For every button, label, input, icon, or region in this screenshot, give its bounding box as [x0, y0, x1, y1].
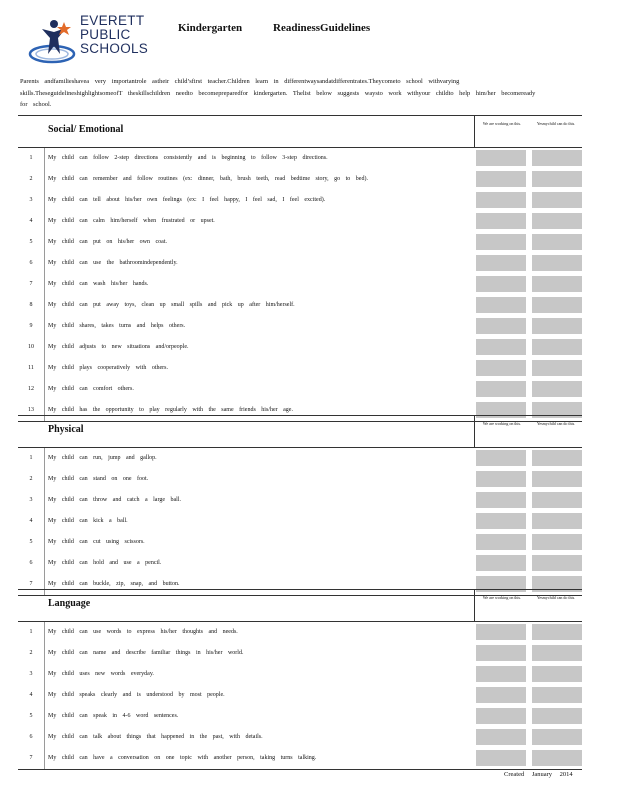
checklist-row	[18, 337, 582, 358]
row-number: 8	[29, 302, 33, 308]
can-do-this-checkbox[interactable]	[532, 471, 582, 487]
everett-public-schools-logo	[28, 14, 168, 74]
checklist-row	[18, 274, 582, 295]
column-header-can-do: Yesmychild can do this.	[536, 121, 576, 126]
row-divider	[44, 727, 45, 748]
row-number: 13	[28, 407, 34, 413]
row-number: 6	[29, 734, 33, 740]
row-statement: My child can use the bathroomindependently.	[48, 260, 178, 266]
working-on-this-checkbox[interactable]	[476, 450, 526, 466]
can-do-this-checkbox[interactable]	[532, 645, 582, 661]
checklist-row	[18, 316, 582, 337]
row-divider	[44, 316, 45, 337]
working-on-this-checkbox[interactable]	[476, 255, 526, 271]
can-do-this-checkbox[interactable]	[532, 729, 582, 745]
working-on-this-checkbox[interactable]	[476, 171, 526, 187]
row-number: 5	[29, 239, 33, 245]
checklist-row	[18, 211, 582, 232]
section-0	[18, 115, 582, 422]
can-do-this-checkbox[interactable]	[532, 708, 582, 724]
section-rows	[18, 447, 582, 595]
can-do-this-checkbox[interactable]	[532, 234, 582, 250]
row-number: 3	[29, 671, 33, 677]
row-number: 2	[29, 476, 33, 482]
can-do-this-checkbox[interactable]	[532, 192, 582, 208]
row-statement: My child can comfort others.	[48, 386, 134, 392]
row-statement: My child can follow 2-step directions consistently and is beginning to follow 3-step directions.	[48, 155, 328, 161]
row-divider	[44, 643, 45, 664]
row-divider	[44, 448, 45, 469]
row-number: 7	[29, 281, 33, 287]
can-do-this-checkbox[interactable]	[532, 381, 582, 397]
working-on-this-checkbox[interactable]	[476, 729, 526, 745]
logo-wordmark	[80, 14, 148, 56]
working-on-this-checkbox[interactable]	[476, 471, 526, 487]
checklist-row	[18, 685, 582, 706]
created-date: Created January 2014	[504, 771, 573, 778]
working-on-this-checkbox[interactable]	[476, 645, 526, 661]
checklist-row	[18, 706, 582, 727]
row-number: 10	[28, 344, 34, 350]
section-title: Language	[48, 598, 91, 609]
can-do-this-checkbox[interactable]	[532, 750, 582, 766]
row-divider	[44, 685, 45, 706]
can-do-this-checkbox[interactable]	[532, 213, 582, 229]
row-statement: My child can tell about his/her own feelings (ex: I feel happy, I feel sad, I feel excited).	[48, 197, 326, 203]
row-number: 6	[29, 260, 33, 266]
row-divider	[44, 337, 45, 358]
checklist-row	[18, 748, 582, 769]
intro-paragraph: Parents andfamilieshavea very importantrole astheir child’sfirst teacher.Children learn in differentwaysandatdifferentrates.Theycometo school withvarying skills.TheseguidelineshighlightsomeofT theskillschildren needto becomepreparedfor kindergarten. Thelist below suggests waysto work withyour childto help him/her becomeready for school.	[20, 78, 536, 108]
can-do-this-checkbox[interactable]	[532, 297, 582, 313]
checklist-row	[18, 148, 582, 169]
can-do-this-checkbox[interactable]	[532, 360, 582, 376]
row-divider	[44, 664, 45, 685]
page-title-readiness: ReadinessGuidelines	[273, 22, 371, 34]
page-title-kindergarten: Kindergarten	[178, 22, 243, 34]
row-statement: My child can name and describe familiar things in his/her world.	[48, 650, 244, 656]
working-on-this-checkbox[interactable]	[476, 360, 526, 376]
can-do-this-checkbox[interactable]	[532, 666, 582, 682]
can-do-this-checkbox[interactable]	[532, 171, 582, 187]
can-do-this-checkbox[interactable]	[532, 339, 582, 355]
checklist-row	[18, 469, 582, 490]
row-number: 7	[29, 581, 33, 587]
can-do-this-checkbox[interactable]	[532, 450, 582, 466]
section-header	[18, 116, 582, 147]
row-statement: My child can cut using scissors.	[48, 539, 145, 545]
column-divider	[474, 416, 475, 447]
working-on-this-checkbox[interactable]	[476, 339, 526, 355]
working-on-this-checkbox[interactable]	[476, 708, 526, 724]
row-statement: My child can wash his/her hands.	[48, 281, 149, 287]
section-rows	[18, 147, 582, 421]
row-statement: My child can put away toys, clean up small spills and pick up after him/herself.	[48, 302, 295, 308]
section-title: Social/ Emotional	[48, 124, 124, 135]
column-header-can-do: Yesmychild can do this.	[536, 595, 576, 600]
section-1	[18, 415, 582, 596]
logo-line-1: EVERETT	[80, 13, 145, 28]
row-number: 3	[29, 497, 33, 503]
checklist-row	[18, 253, 582, 274]
can-do-this-checkbox[interactable]	[532, 624, 582, 640]
working-on-this-checkbox[interactable]	[476, 318, 526, 334]
row-divider	[44, 553, 45, 574]
row-number: 1	[29, 155, 33, 161]
row-statement: My child speaks clearly and is understood by most people.	[48, 692, 225, 698]
checklist-row	[18, 295, 582, 316]
row-number: 9	[29, 323, 33, 329]
row-statement: My child can throw and catch a large ball.	[48, 497, 182, 503]
checklist-row	[18, 448, 582, 469]
row-statement: My child can talk about things that happened in the past, with details.	[48, 734, 263, 740]
row-statement: My child plays cooperatively with others.	[48, 365, 168, 371]
row-divider	[44, 622, 45, 643]
row-number: 3	[29, 197, 33, 203]
checklist-row	[18, 664, 582, 685]
row-statement: My child can have a conversation on one topic with another person, taking turns talking.	[48, 755, 317, 761]
section-header	[18, 590, 582, 621]
row-divider	[44, 511, 45, 532]
row-divider	[44, 148, 45, 169]
row-statement: My child adjusts to new situations and/orpeople.	[48, 344, 189, 350]
checklist-row	[18, 490, 582, 511]
checklist-row	[18, 622, 582, 643]
row-number: 4	[29, 692, 33, 698]
column-header-working: We are working on this.	[482, 421, 522, 426]
row-statement: My child can put on his/her own coat.	[48, 239, 167, 245]
row-divider	[44, 211, 45, 232]
row-divider	[44, 379, 45, 400]
logo-line-2: PUBLIC	[80, 27, 131, 42]
working-on-this-checkbox[interactable]	[476, 150, 526, 166]
working-on-this-checkbox[interactable]	[476, 276, 526, 292]
can-do-this-checkbox[interactable]	[532, 534, 582, 550]
checklist-row	[18, 169, 582, 190]
can-do-this-checkbox[interactable]	[532, 255, 582, 271]
can-do-this-checkbox[interactable]	[532, 687, 582, 703]
logo-line-3: SCHOOLS	[80, 41, 149, 56]
row-statement: My child can use words to express his/her thoughts and needs.	[48, 629, 238, 635]
working-on-this-checkbox[interactable]	[476, 213, 526, 229]
section-header	[18, 416, 582, 447]
section-rows	[18, 621, 582, 769]
checklist-row	[18, 379, 582, 400]
can-do-this-checkbox[interactable]	[532, 318, 582, 334]
row-divider	[44, 295, 45, 316]
row-divider	[44, 469, 45, 490]
row-statement: My child has the opportunity to play regularly with the same friends his/her age.	[48, 407, 293, 413]
row-number: 1	[29, 455, 33, 461]
working-on-this-checkbox[interactable]	[476, 492, 526, 508]
row-divider	[44, 748, 45, 769]
row-number: 6	[29, 560, 33, 566]
row-statement: My child can hold and use a pencil.	[48, 560, 162, 566]
row-number: 5	[29, 539, 33, 545]
row-divider	[44, 190, 45, 211]
row-statement: My child can kick a ball.	[48, 518, 128, 524]
row-divider	[44, 358, 45, 379]
working-on-this-checkbox[interactable]	[476, 687, 526, 703]
row-number: 1	[29, 629, 33, 635]
section-2	[18, 589, 582, 770]
row-statement: My child can stand on one foot.	[48, 476, 149, 482]
row-number: 5	[29, 713, 33, 719]
row-divider	[44, 490, 45, 511]
row-statement: My child can calm him/herself when frustrated or upset.	[48, 218, 215, 224]
column-divider	[474, 590, 475, 621]
row-divider	[44, 232, 45, 253]
checklist-row	[18, 511, 582, 532]
row-statement: My child uses new words everyday.	[48, 671, 154, 677]
working-on-this-checkbox[interactable]	[476, 513, 526, 529]
row-statement: My child can remember and follow routines (ex: dinner, bath, brush teeth, read bedtime story, go to bed).	[48, 176, 368, 182]
working-on-this-checkbox[interactable]	[476, 192, 526, 208]
row-statement: My child can run, jump and gallop.	[48, 455, 157, 461]
row-divider	[44, 706, 45, 727]
row-number: 2	[29, 176, 33, 182]
checklist-row	[18, 727, 582, 748]
working-on-this-checkbox[interactable]	[476, 666, 526, 682]
row-statement: My child can buckle, zip, snap, and button.	[48, 581, 180, 587]
can-do-this-checkbox[interactable]	[532, 150, 582, 166]
working-on-this-checkbox[interactable]	[476, 555, 526, 571]
working-on-this-checkbox[interactable]	[476, 624, 526, 640]
checklist-row	[18, 232, 582, 253]
working-on-this-checkbox[interactable]	[476, 297, 526, 313]
checklist-row	[18, 643, 582, 664]
row-divider	[44, 274, 45, 295]
checklist-row	[18, 190, 582, 211]
row-number: 11	[28, 365, 34, 371]
checklist-row	[18, 553, 582, 574]
column-divider	[474, 116, 475, 147]
column-header-working: We are working on this.	[482, 595, 522, 600]
can-do-this-checkbox[interactable]	[532, 492, 582, 508]
working-on-this-checkbox[interactable]	[476, 534, 526, 550]
logo-figure-icon	[28, 16, 84, 74]
row-number: 12	[28, 386, 34, 392]
row-statement: My child shares, takes turns and helps others.	[48, 323, 186, 329]
checklist-row	[18, 358, 582, 379]
can-do-this-checkbox[interactable]	[532, 276, 582, 292]
working-on-this-checkbox[interactable]	[476, 381, 526, 397]
row-number: 4	[29, 218, 33, 224]
row-statement: My child can speak in 4-6 word sentences.	[48, 713, 179, 719]
row-divider	[44, 169, 45, 190]
row-number: 7	[29, 755, 33, 761]
row-number: 2	[29, 650, 33, 656]
working-on-this-checkbox[interactable]	[476, 750, 526, 766]
section-title: Physical	[48, 424, 84, 435]
row-number: 4	[29, 518, 33, 524]
column-header-can-do: Yesmychild can do this.	[536, 421, 576, 426]
checklist-row	[18, 532, 582, 553]
can-do-this-checkbox[interactable]	[532, 513, 582, 529]
row-divider	[44, 253, 45, 274]
column-header-working: We are working on this.	[482, 121, 522, 126]
can-do-this-checkbox[interactable]	[532, 555, 582, 571]
row-divider	[44, 532, 45, 553]
working-on-this-checkbox[interactable]	[476, 234, 526, 250]
